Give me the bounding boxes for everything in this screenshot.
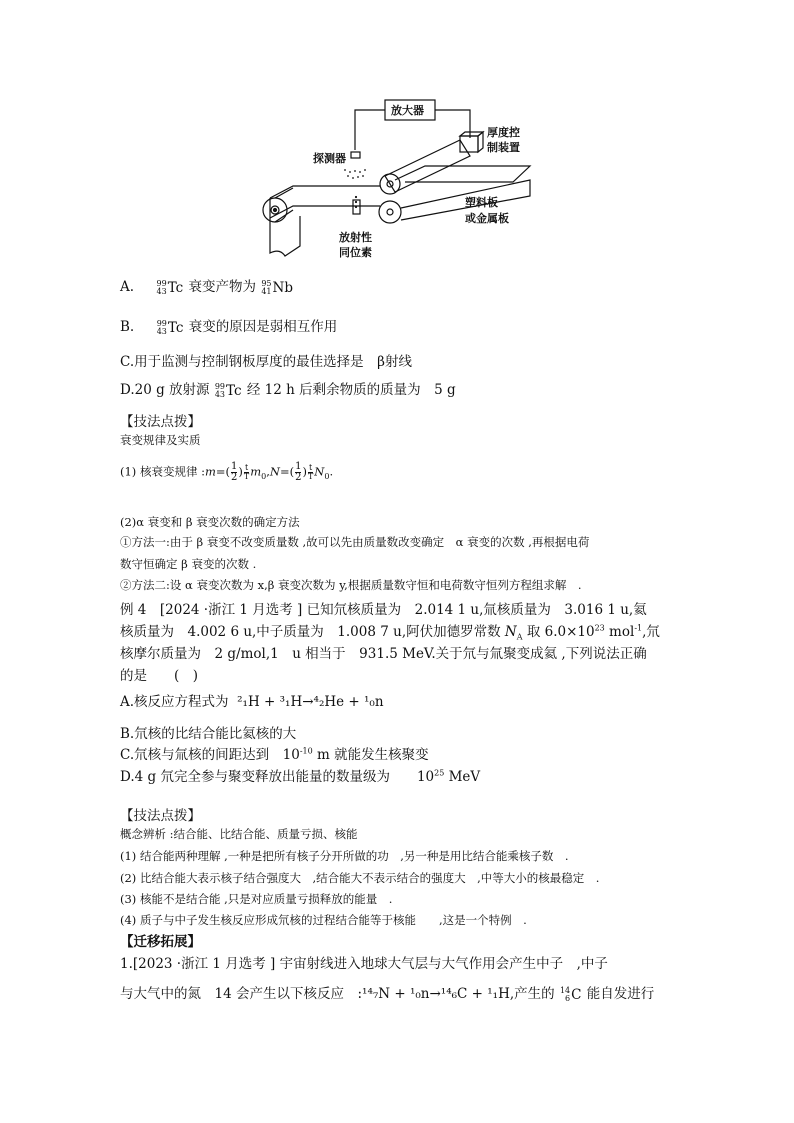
decay-law-formula: (1) 核衰变规律 :m=( $\frac{1}{2}$ ) $\frac{t}{T}$ $m_0,N=$( $\frac{1}{2}$ ) $\frac{t}{T}$ $N_0$.: [120, 461, 334, 483]
plate-label-1: 塑料板: [465, 196, 498, 209]
tips-subheading: 衰变规律及实质: [120, 433, 201, 447]
tips-line-4: 数守恒确定 β 衰变的次数 .: [120, 557, 257, 571]
nuclide-c14: 14 6 C: [559, 985, 582, 1003]
ex4-option-b: B.氘核的比结合能比氦核的大: [120, 726, 297, 742]
tips2-p4: (4) 质子与中子发生核反应形成氘核的过程结合能等于核能 ,这是一个特例 .: [120, 913, 527, 927]
option-a: A. 99 43 Tc 衰变产物为 95 41 Nb: [120, 278, 293, 296]
tips2-p1: (1) 结合能两种理解 ,一种是把所有核子分开所做的功 ,另一种是用比结合能乘核子数 .: [120, 849, 569, 863]
tips2-concept: 概念辨析 :结合能、比结合能、质量亏损、核能: [120, 827, 358, 841]
radiation-dots: [344, 169, 366, 208]
ex4-line-3: 核摩尔质量为 2 g/mol,1 u 相当于 931.5 MeV.关于氘与氚聚变成氦 ,下列说法正确: [120, 646, 647, 662]
ex4-line-2: 核质量为 4.002 6 u,中子质量为 1.008 7 u,阿伏加德罗常数 $N_A$ 取 $6.0\times 10^{23}$ mol$^{-1}$,氘: [120, 623, 660, 642]
source-label-1: 放射性: [339, 231, 372, 244]
ex4-option-c: C.氘核与氚核的间距达到 $10^{-10}$ m 就能发生核聚变: [120, 746, 429, 763]
detector-label: 探测器: [313, 152, 346, 165]
tips2-p3: (3) 核能不是结合能 ,只是对应质量亏损释放的能量 .: [120, 892, 393, 906]
tips-heading: 【技法点拨】: [120, 414, 201, 430]
nuclide-nb95: 95 41 Nb: [261, 278, 293, 296]
tips-line-2: (2)α 衰变和 β 衰变次数的确定方法: [120, 515, 300, 529]
transfer-heading: 【迁移拓展】: [120, 934, 201, 950]
amplifier-label: 放大器: [391, 104, 424, 117]
ex4-line-4: 的是 ( ): [120, 668, 199, 684]
nuclide-tc99: 99 43 Tc: [214, 381, 242, 399]
tips2-heading: 【技法点拨】: [120, 808, 201, 824]
ex4-option-d: D.4 g 氘完全参与聚变释放出能量的数量级为 $10^{25}$ MeV: [120, 768, 481, 785]
nuclide-tc99: 99 43 Tc: [156, 318, 184, 336]
tips-line-5: ②方法二:设 α 衰变次数为 x,β 衰变次数为 y,根据质量数守恒和电荷数守恒列方程组求解 .: [120, 578, 582, 592]
thickness-label-2: 制装置: [487, 141, 520, 154]
option-d: D.20 g 放射源 99 43 Tc 经 12 h 后剩余物质的质量为 5 g: [120, 381, 456, 399]
ex4-option-a: A.核反应方程式为 ²₁H + ³₁H→⁴₂He + ¹₀n: [120, 694, 384, 710]
option-b: B. 99 43 Tc 衰变的原因是弱相互作用: [120, 318, 338, 336]
thickness-gauge-diagram: [255, 98, 555, 268]
option-c: C.用于监测与控制钢板厚度的最佳选择是 β射线: [120, 354, 412, 370]
transfer-line-2: 与大气中的氮 14 会产生以下核反应 :¹⁴₇N + ¹₀n→¹⁴₆C + ¹₁H,产生的 14 6 C 能自发进行: [120, 985, 655, 1003]
tips-line-3: ①方法一:由于 β 衰变不改变质量数 ,故可以先由质量数改变确定 α 衰变的次数 ,再根据电荷: [120, 535, 590, 549]
bottom-roller: [379, 201, 401, 223]
tips2-p2: (2) 比结合能大表示核子结合强度大 ,结合能大不表示结合的强度大 ,中等大小的核最稳定 .: [120, 871, 600, 885]
thickness-label-1: 厚度控: [487, 126, 520, 139]
plate-label-2: 或金属板: [465, 212, 509, 225]
control-wire: [435, 110, 470, 138]
source-label-2: 同位素: [339, 246, 372, 259]
transfer-line-1: 1.[2023 ·浙江 1 月选考 ] 宇宙射线进入地球大气层与大气作用会产生中子 ,中子: [120, 956, 608, 972]
nuclide-tc99: 99 43 Tc: [156, 278, 184, 296]
ex4-line-1: 例 4 [2024 ·浙江 1 月选考 ] 已知氘核质量为 2.014 1 u,氚核质量为 3.016 1 u,氦: [120, 602, 647, 618]
detector-icon: [351, 152, 360, 158]
detector-wire: [355, 110, 385, 150]
